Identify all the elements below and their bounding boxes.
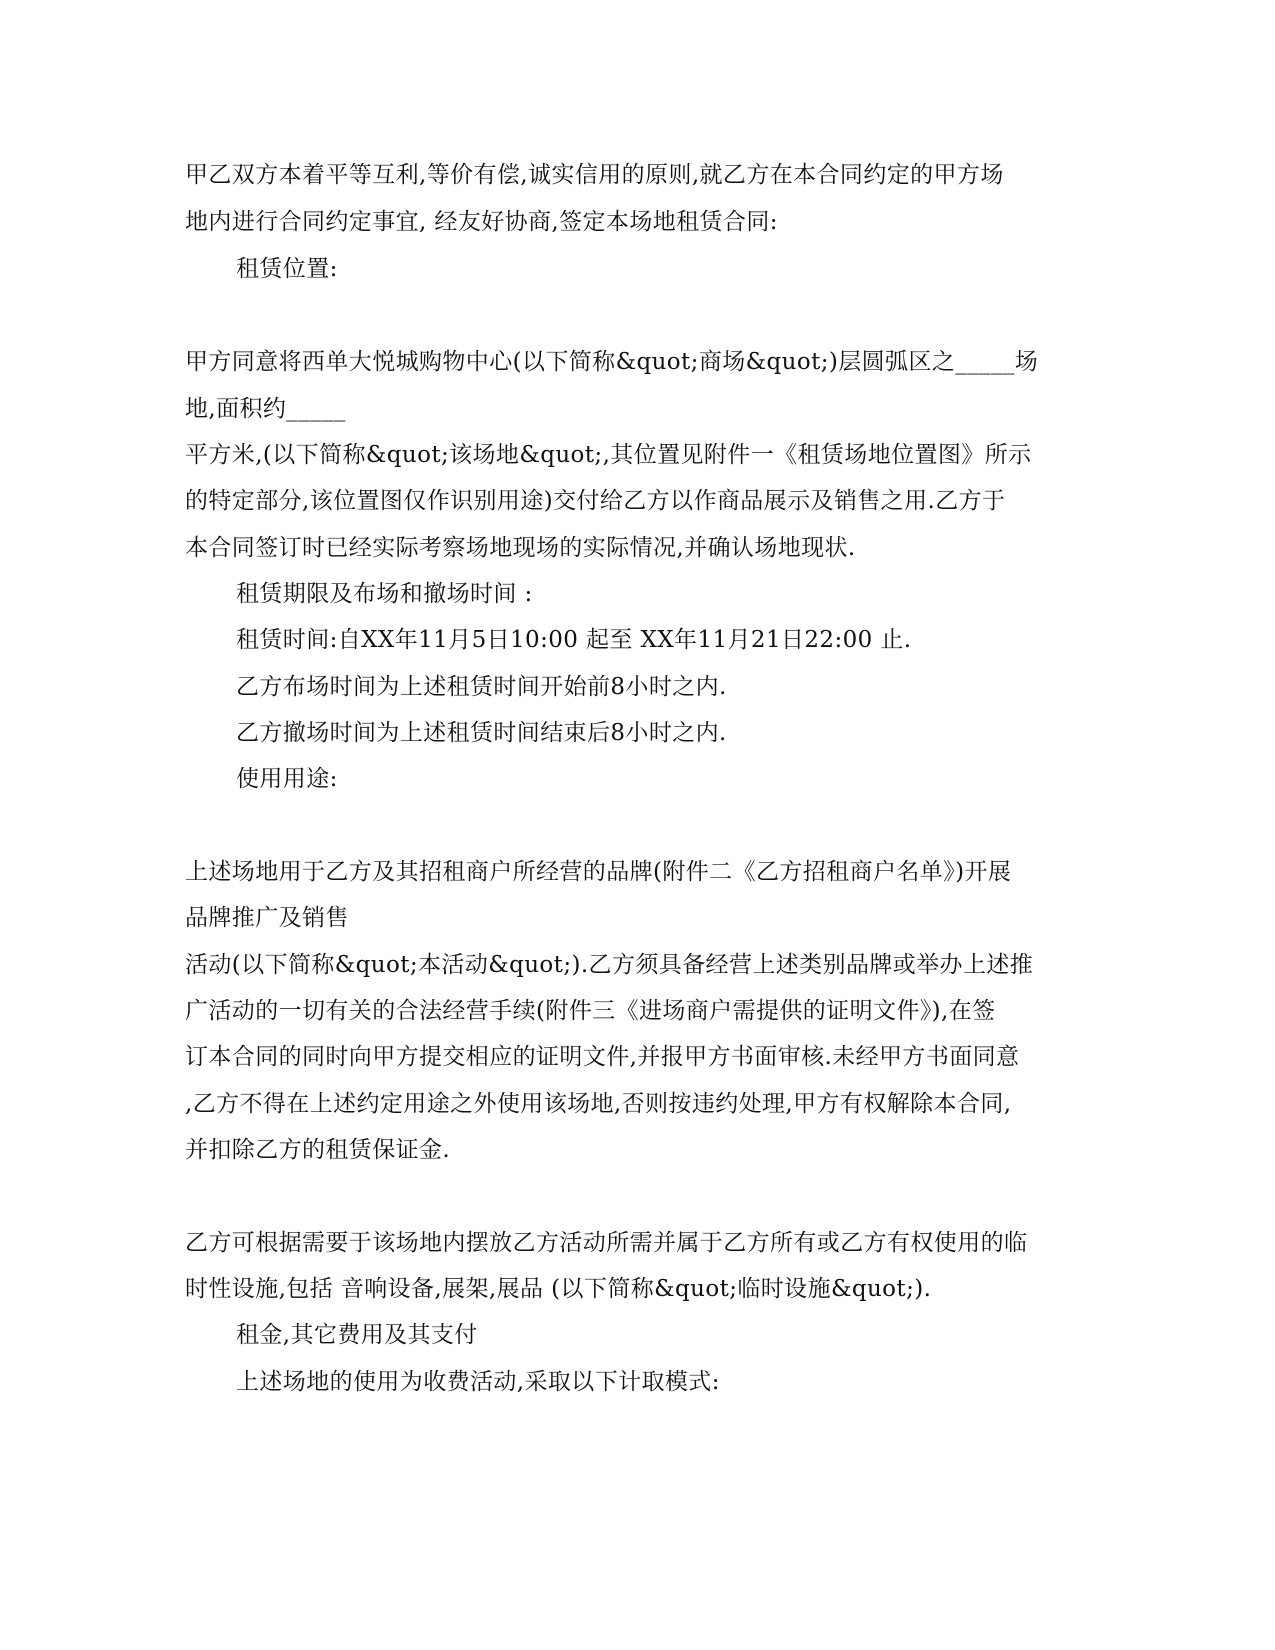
- paragraph-line: 本合同签订时已经实际考察场地现场的实际情况,并确认场地现状.: [185, 535, 856, 561]
- paragraph-line: 平方米,(以下简称&quot;该场地&quot;,其位置见附件一《租赁场地位置图》所示: [185, 442, 1032, 468]
- paragraph-line: 广活动的一切有关的合法经营手续(附件三《进场商户需提供的证明文件》),在签: [185, 998, 996, 1024]
- paragraph-line: 时性设施,包括 音响设备,展架,展品 (以下简称&quot;临时设施&quot;).: [185, 1276, 932, 1302]
- paragraph-line: 乙方可根据需要于该场地内摆放乙方活动所需并属于乙方所有或乙方有权使用的临: [185, 1230, 1028, 1256]
- paragraph-line: 的特定部分,该位置图仅作识别用途)交付给乙方以作商品展示及销售之用.乙方于: [185, 488, 1006, 514]
- paragraph-line: 乙方布场时间为上述租赁时间开始前8小时之内.: [236, 674, 727, 700]
- section-heading: 租金,其它费用及其支付: [236, 1322, 478, 1348]
- paragraph-line: 并扣除乙方的租赁保证金.: [185, 1137, 451, 1163]
- paragraph-line: 甲方同意将西单大悦城购物中心(以下简称&quot;商场&quot;)层圆弧区之_____场: [185, 349, 1039, 375]
- section-heading: 使用用途:: [236, 766, 338, 792]
- section-heading: 租赁位置:: [236, 256, 338, 282]
- paragraph-line: 甲乙双方本着平等互利,等价有偿,诚实信用的原则,就乙方在本合同约定的甲方场: [185, 162, 1004, 188]
- paragraph-line: 地内进行合同约定事宜, 经友好协商,签定本场地租赁合同:: [185, 209, 778, 235]
- paragraph-line: 活动(以下简称&quot;本活动&quot;).乙方须具备经营上述类别品牌或举办上述推: [185, 952, 1034, 978]
- paragraph-line: 上述场地的使用为收费活动,采取以下计取模式:: [236, 1369, 720, 1395]
- paragraph-line: 品牌推广及销售: [185, 905, 349, 931]
- paragraph-line: ,乙方不得在上述约定用途之外使用该场地,否则按违约处理,甲方有权解除本合同,: [185, 1091, 1012, 1117]
- section-heading: 租赁期限及布场和撤场时间 :: [236, 581, 533, 607]
- paragraph-line: 乙方撤场时间为上述租赁时间结束后8小时之内.: [236, 720, 727, 746]
- paragraph-line: 上述场地用于乙方及其招租商户所经营的品牌(附件二《乙方招租商户名单》)开展: [185, 859, 1012, 885]
- paragraph-line: 订本合同的同时向甲方提交相应的证明文件,并报甲方书面审核.未经甲方书面同意: [185, 1044, 1020, 1070]
- paragraph-line: 租赁时间:自XX年11月5日10:00 起至 XX年11月21日22:00 止.: [236, 627, 912, 653]
- paragraph-line: 地,面积约_____: [185, 396, 346, 422]
